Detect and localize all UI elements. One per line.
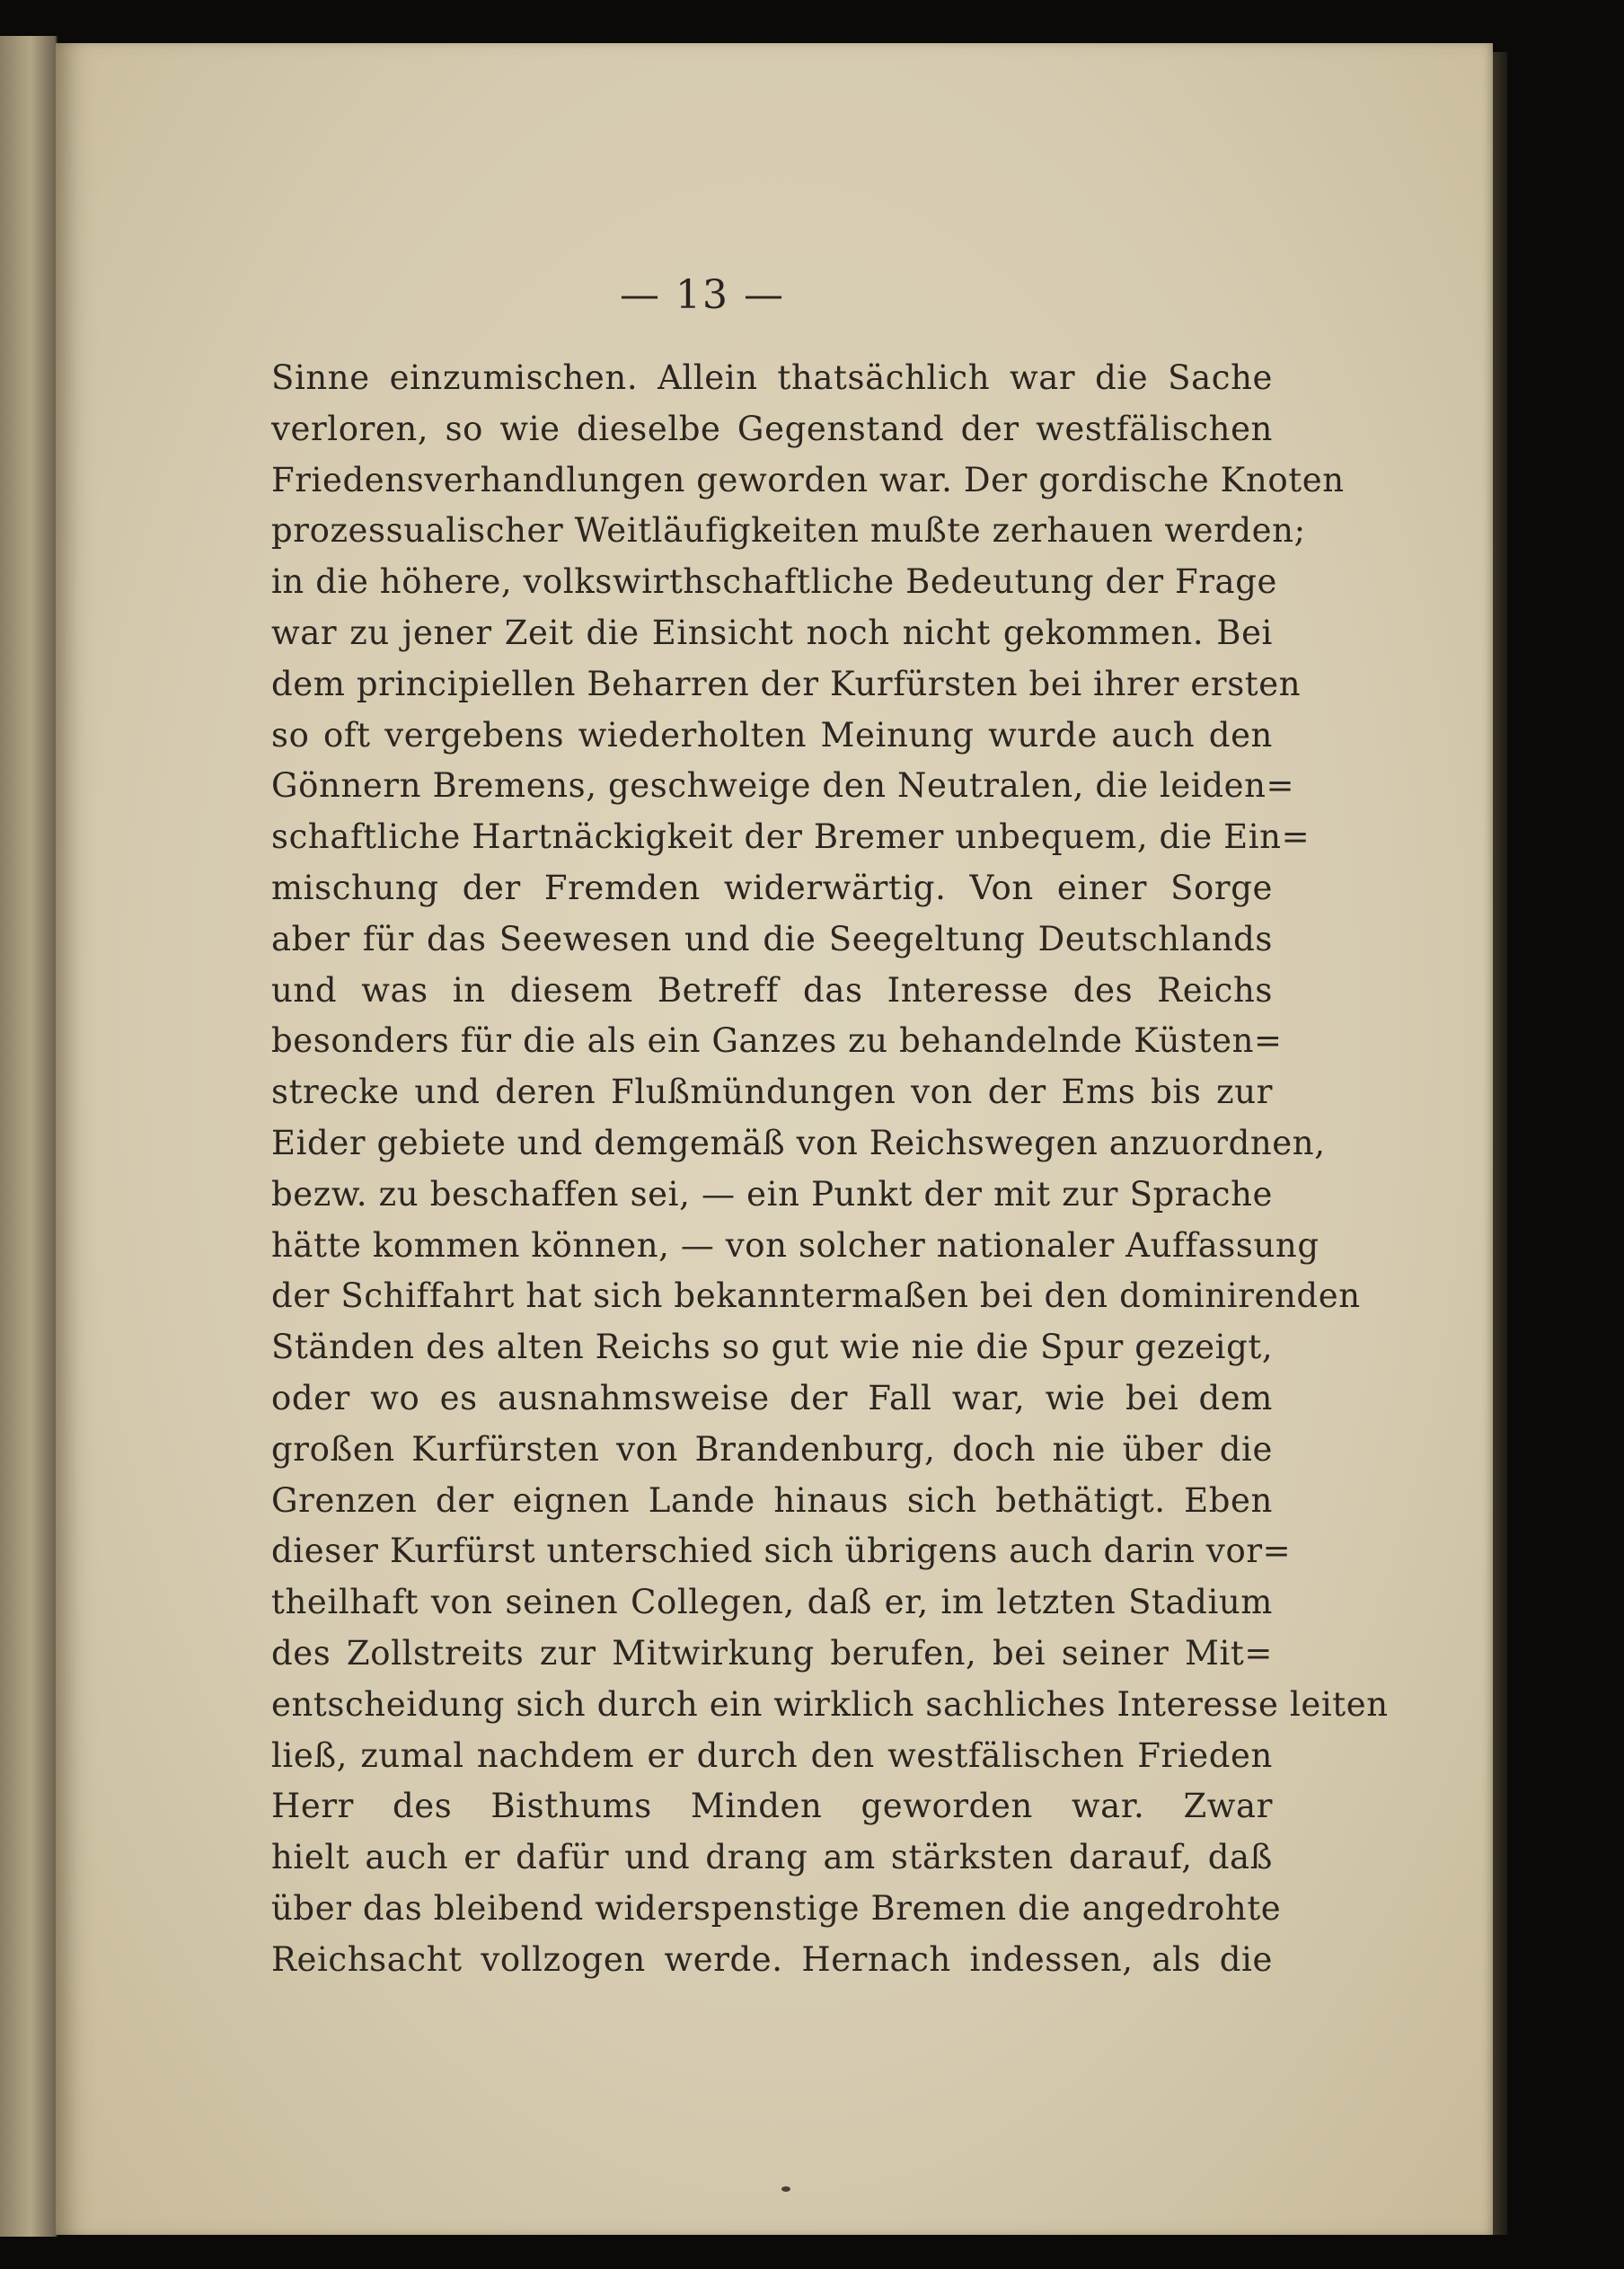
body-text [271,353,1389,1986]
text-line: aber für das Seewesen und die Seegeltung Deutschlands [271,919,1273,958]
binding-edge [1493,52,1507,2235]
text-line: mischung der Fremden widerwärtig. Von einer Sorge [271,868,1273,907]
text-line: Sinne einzumischen. Allein thatsächlich war die Sache [271,358,1273,397]
text-line: Eider gebiete und demgemäß von Reichswegen anzuordnen, [271,1123,1326,1162]
text-line: theilhaft von seinen Collegen, daß er, im letzten Stadium [271,1583,1273,1622]
page-number: — 13 — [620,272,785,318]
text-line: dieser Kurfürst unterschied sich übrigens auch darin vor= [271,1532,1292,1571]
text-line: Friedensverhandlungen geworden war. Der gordische Knoten [271,460,1345,499]
text-line: hätte kommen können, — von solcher nationaler Auffassung [271,1225,1320,1265]
text-line: bezw. zu beschaffen sei, — ein Punkt der mit zur Sprache [271,1174,1273,1214]
text-line: der Schiffahrt hat sich bekanntermaßen bei den dominirenden [271,1276,1361,1316]
previous-page-edge [0,36,57,2237]
text-line: so oft vergebens wiederholten Meinung wurde auch den [271,715,1273,755]
text-line: hielt auch er dafür und drang am stärksten darauf, daß [271,1838,1273,1877]
text-line: war zu jener Zeit die Einsicht noch nicht gekommen. Bei [271,613,1273,652]
text-line: und was in diesem Betreff das Interesse des Reichs [271,970,1273,1010]
text-line: in die höhere, volkswirthschaftliche Bedeutung der Frage [271,562,1277,602]
text-line: Ständen des alten Reichs so gut wie nie die Spur gezeigt, [271,1328,1274,1367]
text-line: ließ, zumal nachdem er durch den westfälischen Frieden [271,1735,1273,1775]
text-line: Grenzen der eignen Lande hinaus sich bethätigt. Eben [271,1480,1273,1520]
text-line: über das bleibend widerspenstige Bremen die angedrohte [271,1888,1282,1928]
text-line: des Zollstreits zur Mitwirkung berufen, bei seiner Mit= [271,1633,1273,1673]
book-page [56,43,1493,2235]
text-line: großen Kurfürsten von Brandenburg, doch nie über die [271,1429,1273,1469]
text-line: prozessualischer Weitläufigkeiten mußte zerhauen werden; [271,511,1306,551]
text-line: entscheidung sich durch ein wirklich sachliches Interesse leiten [271,1684,1389,1724]
text-line: verloren, so wie dieselbe Gegenstand der westfälischen [271,409,1273,448]
text-line: besonders für die als ein Ganzes zu behandelnde Küsten= [271,1021,1283,1061]
text-line: oder wo es ausnahmsweise der Fall war, wie bei dem [271,1378,1273,1417]
ink-spot [781,2186,790,2192]
text-line: dem principiellen Beharren der Kurfürsten bei ihrer ersten [271,664,1302,703]
text-line: strecke und deren Flußmündungen von der Ems bis zur [271,1073,1273,1112]
text-line: Gönnern Bremens, geschweige den Neutralen, die leiden= [271,766,1295,806]
text-line: schaftliche Hartnäckigkeit der Bremer unbequem, die Ein= [271,817,1311,857]
text-line: Reichsacht vollzogen werde. Hernach indessen, als die [271,1939,1273,1979]
text-line: Herr des Bisthums Minden geworden war. Zwar [271,1787,1273,1826]
